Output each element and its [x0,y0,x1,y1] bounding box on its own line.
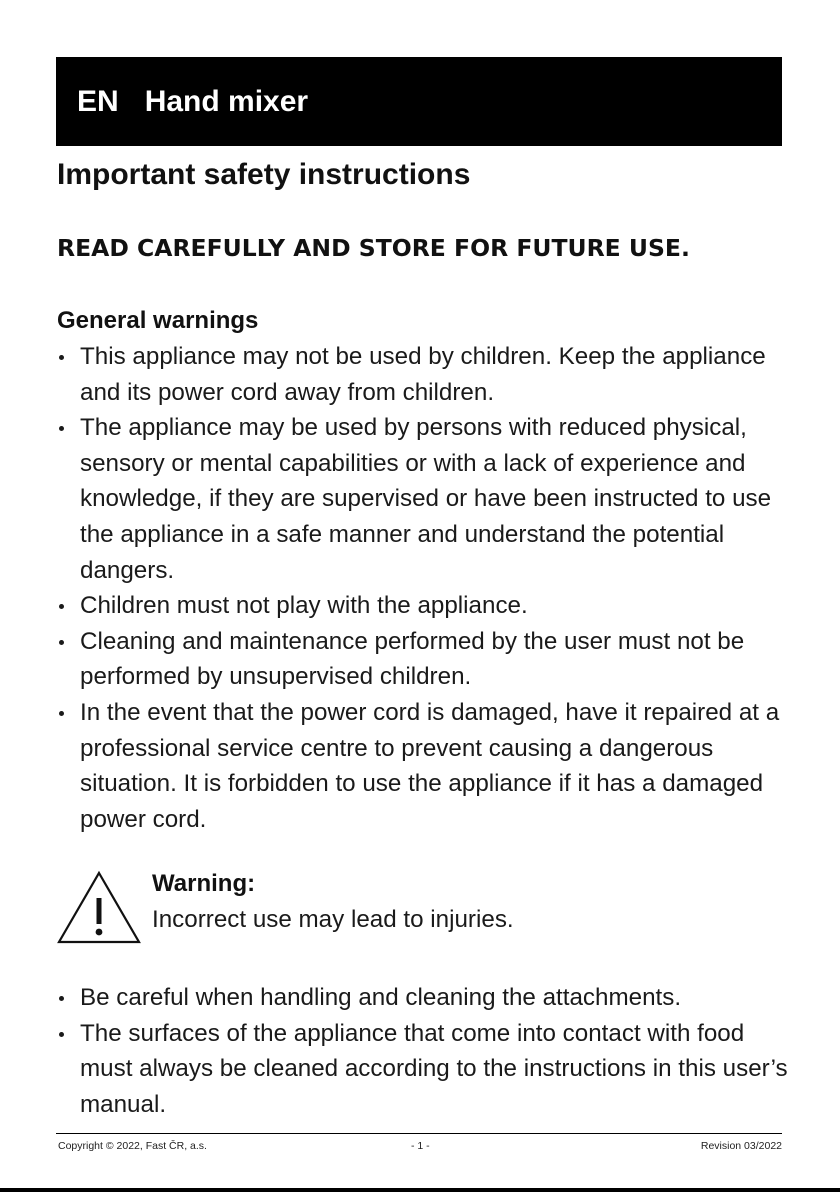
read-notice: READ CAREFULLY AND STORE FOR FUTURE USE. [57,234,690,262]
list-item: The surfaces of the appliance that come into contact with food must always be cleaned according to the instructions in this user’s manual. [56,1016,796,1123]
page-bottom-edge [0,1188,840,1192]
page-number: - 1 - [411,1140,430,1152]
copyright-text: Copyright © 2022, Fast ČR, a.s. [58,1140,207,1152]
warning-text: Incorrect use may lead to injuries. [152,906,514,933]
list-item: Cleaning and maintenance performed by the user must not be performed by unsupervised children. [56,624,796,695]
revision-text: Revision 03/2022 [700,1140,782,1152]
page-footer [56,1140,782,1156]
language-code: EN [77,84,119,118]
footer-divider [56,1133,782,1134]
list-item: The appliance may be used by persons with reduced physical, sensory or mental capabilities or with a lack of experience and knowledge, if they are supervised or have been instructed to use the appliance in a safe manner and understand the potential dangers. [56,410,796,588]
list-item: Children must not play with the appliance. [56,588,796,624]
list-item: In the event that the power cord is damaged, have it repaired at a professional service centre to prevent causing a dangerous situation. It is forbidden to use the appliance if it has a damaged power cord. [56,695,796,837]
product-name: Hand mixer [144,84,309,118]
attachment-warnings-list [56,980,796,1122]
general-warnings-heading: General warnings [57,307,259,334]
page-title: Important safety instructions [57,158,471,191]
warning-title: Warning: [152,870,256,897]
list-item: Be careful when handling and cleaning the attachments. [56,980,796,1016]
warning-triangle-icon [56,870,142,944]
general-warnings-list [56,339,796,837]
header-bar [56,57,782,146]
list-item: This appliance may not be used by children. Keep the appliance and its power cord away from children. [56,339,796,410]
warning-callout [56,866,756,946]
